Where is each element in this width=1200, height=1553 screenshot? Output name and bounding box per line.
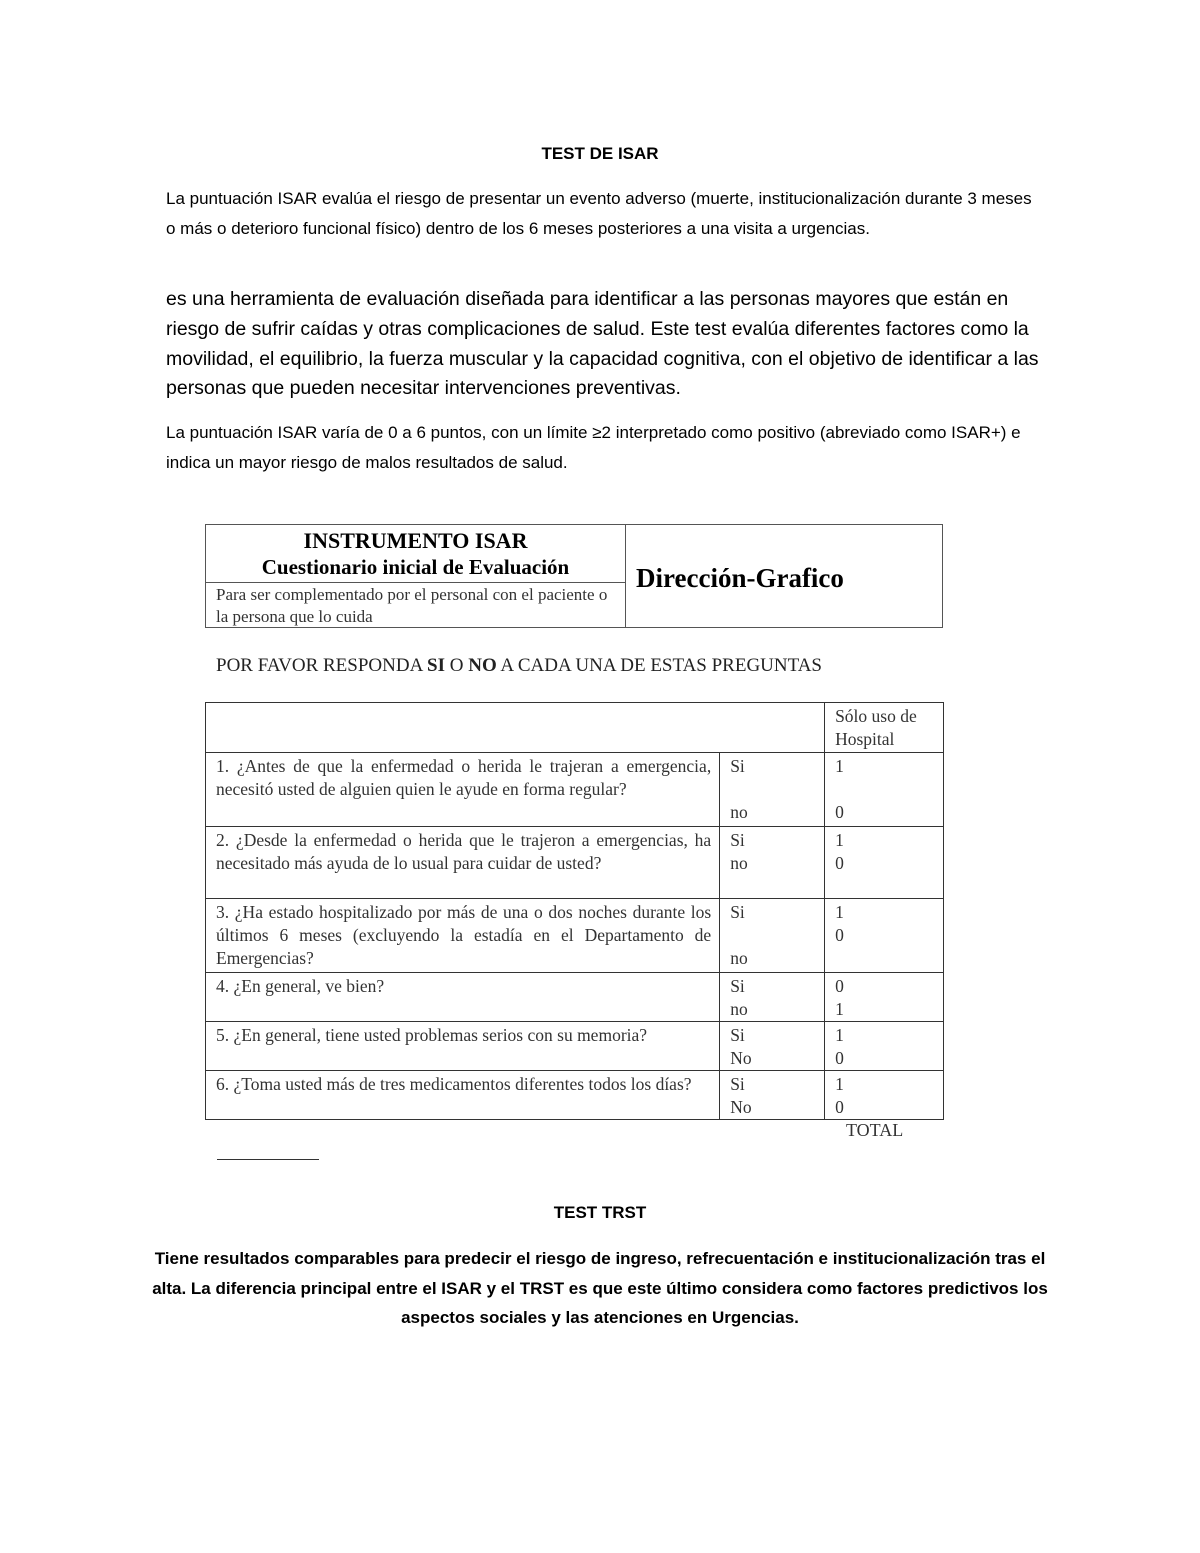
question-text: 2. ¿Desde la enfermedad o herida que le trajeron a emergencias, ha necesitado más ayuda de lo usual para cuidar de usted? <box>206 827 720 899</box>
table-row <box>206 899 944 973</box>
table-row <box>206 973 944 1022</box>
score-si: 0 <box>835 976 844 996</box>
answer-no: no <box>730 853 748 873</box>
instruction-si: SI <box>427 655 445 676</box>
answer-si: Si <box>730 830 745 850</box>
trst-paragraph: Tiene resultados comparables para predecir el riesgo de ingreso, refrecuentación e institucionalización tras el alta. La diferencia principal entre el ISAR y el TRST es que este último considera como factores predictivos los aspectos sociales y las atenciones en Urgencias. <box>152 1249 1048 1327</box>
answer-cell <box>720 899 825 973</box>
answer-no: No <box>730 1097 752 1117</box>
answer-no: No <box>730 1048 752 1068</box>
form-subtitle: Cuestionario inicial de Evaluación <box>261 555 570 579</box>
trst-title: TEST TRST <box>553 1203 647 1222</box>
isar-questions-table <box>205 702 944 1120</box>
answer-cell <box>720 973 825 1022</box>
answer-blank <box>730 778 816 801</box>
answer-blank <box>730 924 816 947</box>
score-si: 1 <box>835 830 844 850</box>
empty-header-cell <box>206 703 825 753</box>
score-paragraph: La puntuación ISAR varía de 0 a 6 puntos, con un límite ≥2 interpretado como positivo (abreviado como ISAR+) e indica un mayor riesgo de malos resultados de salud. <box>166 423 1021 472</box>
total-label: TOTAL <box>846 1120 904 1140</box>
score-cell <box>825 899 944 973</box>
answer-si: Si <box>730 756 745 776</box>
score-cell <box>825 1022 944 1071</box>
score-si: 1 <box>835 902 844 922</box>
score-no: 0 <box>835 802 844 822</box>
total-blank-line <box>217 1159 319 1160</box>
form-direction-label: Dirección-Grafico <box>636 563 844 593</box>
score-si: 1 <box>835 756 844 776</box>
answer-no: no <box>730 999 748 1019</box>
description-paragraph: es una herramienta de evaluación diseñada para identificar a las personas mayores que están en riesgo de sufrir caídas y otras complicaciones de salud. Este test evalúa diferentes factores como la movilidad, el equilibrio, la fuerza muscular y la capacidad cognitiva, con el objetivo de identificar a las personas que pueden necesitar intervenciones preventivas. <box>166 288 1039 400</box>
score-cell <box>825 973 944 1022</box>
question-text: 5. ¿En general, tiene usted problemas serios con su memoria? <box>206 1022 720 1071</box>
score-cell <box>825 1071 944 1120</box>
table-row <box>206 1022 944 1071</box>
table-row <box>206 753 944 827</box>
form-header-title-cell <box>206 525 625 583</box>
answer-si: Si <box>730 976 745 996</box>
score-blank <box>835 947 935 970</box>
score-no: 1 <box>835 999 844 1019</box>
table-row <box>206 1071 944 1120</box>
score-no: 0 <box>835 1048 844 1068</box>
instruction-pre: POR FAVOR RESPONDA <box>216 655 428 676</box>
table-row <box>206 827 944 899</box>
instruction-mid: O <box>444 655 469 676</box>
question-text: 3. ¿Ha estado hospitalizado por más de una o dos noches durante los últimos 6 meses (excluyendo la estadía en el Departamento de Emergencias? <box>206 899 720 973</box>
form-title: INSTRUMENTO ISAR <box>303 528 528 553</box>
score-no: 0 <box>835 925 844 945</box>
question-text: 6. ¿Toma usted más de tres medicamentos diferentes todos los días? <box>206 1071 720 1120</box>
question-text: 4. ¿En general, ve bien? <box>206 973 720 1022</box>
score-cell <box>825 827 944 899</box>
answer-si: Si <box>730 902 745 922</box>
form-instruction <box>216 655 822 677</box>
score-no: 0 <box>835 1097 844 1117</box>
score-no: 0 <box>835 853 844 873</box>
answer-no: no <box>730 948 748 968</box>
intro-paragraph: La puntuación ISAR evalúa el riesgo de presentar un evento adverso (muerte, institucionalización durante 3 meses o más o deterioro funcional físico) dentro de los 6 meses posteriores a una visita a urgencias. <box>166 189 1032 238</box>
question-text: 1. ¿Antes de que la enfermedad o herida le trajeran a emergencia, necesitó usted de alguien quien le ayude en forma regular? <box>206 753 720 827</box>
form-header-left <box>206 525 626 627</box>
answer-cell <box>720 827 825 899</box>
score-cell <box>825 753 944 827</box>
hospital-use-header: Sólo uso de Hospital <box>825 703 944 753</box>
instruction-post: A CADA UNA DE ESTAS PREGUNTAS <box>496 655 823 676</box>
score-blank <box>835 778 935 801</box>
instruction-no: NO <box>468 655 497 676</box>
answer-no: no <box>730 802 748 822</box>
page-title: TEST DE ISAR <box>541 144 659 163</box>
score-si: 1 <box>835 1025 844 1045</box>
form-header-box <box>205 524 943 628</box>
table-header-row <box>206 703 944 753</box>
answer-si: Si <box>730 1025 745 1045</box>
answer-cell <box>720 1071 825 1120</box>
answer-cell <box>720 753 825 827</box>
form-note: Para ser complementado por el personal con el paciente o la persona que lo cuida <box>216 585 608 626</box>
answer-cell <box>720 1022 825 1071</box>
answer-si: Si <box>730 1074 745 1094</box>
score-si: 1 <box>835 1074 844 1094</box>
